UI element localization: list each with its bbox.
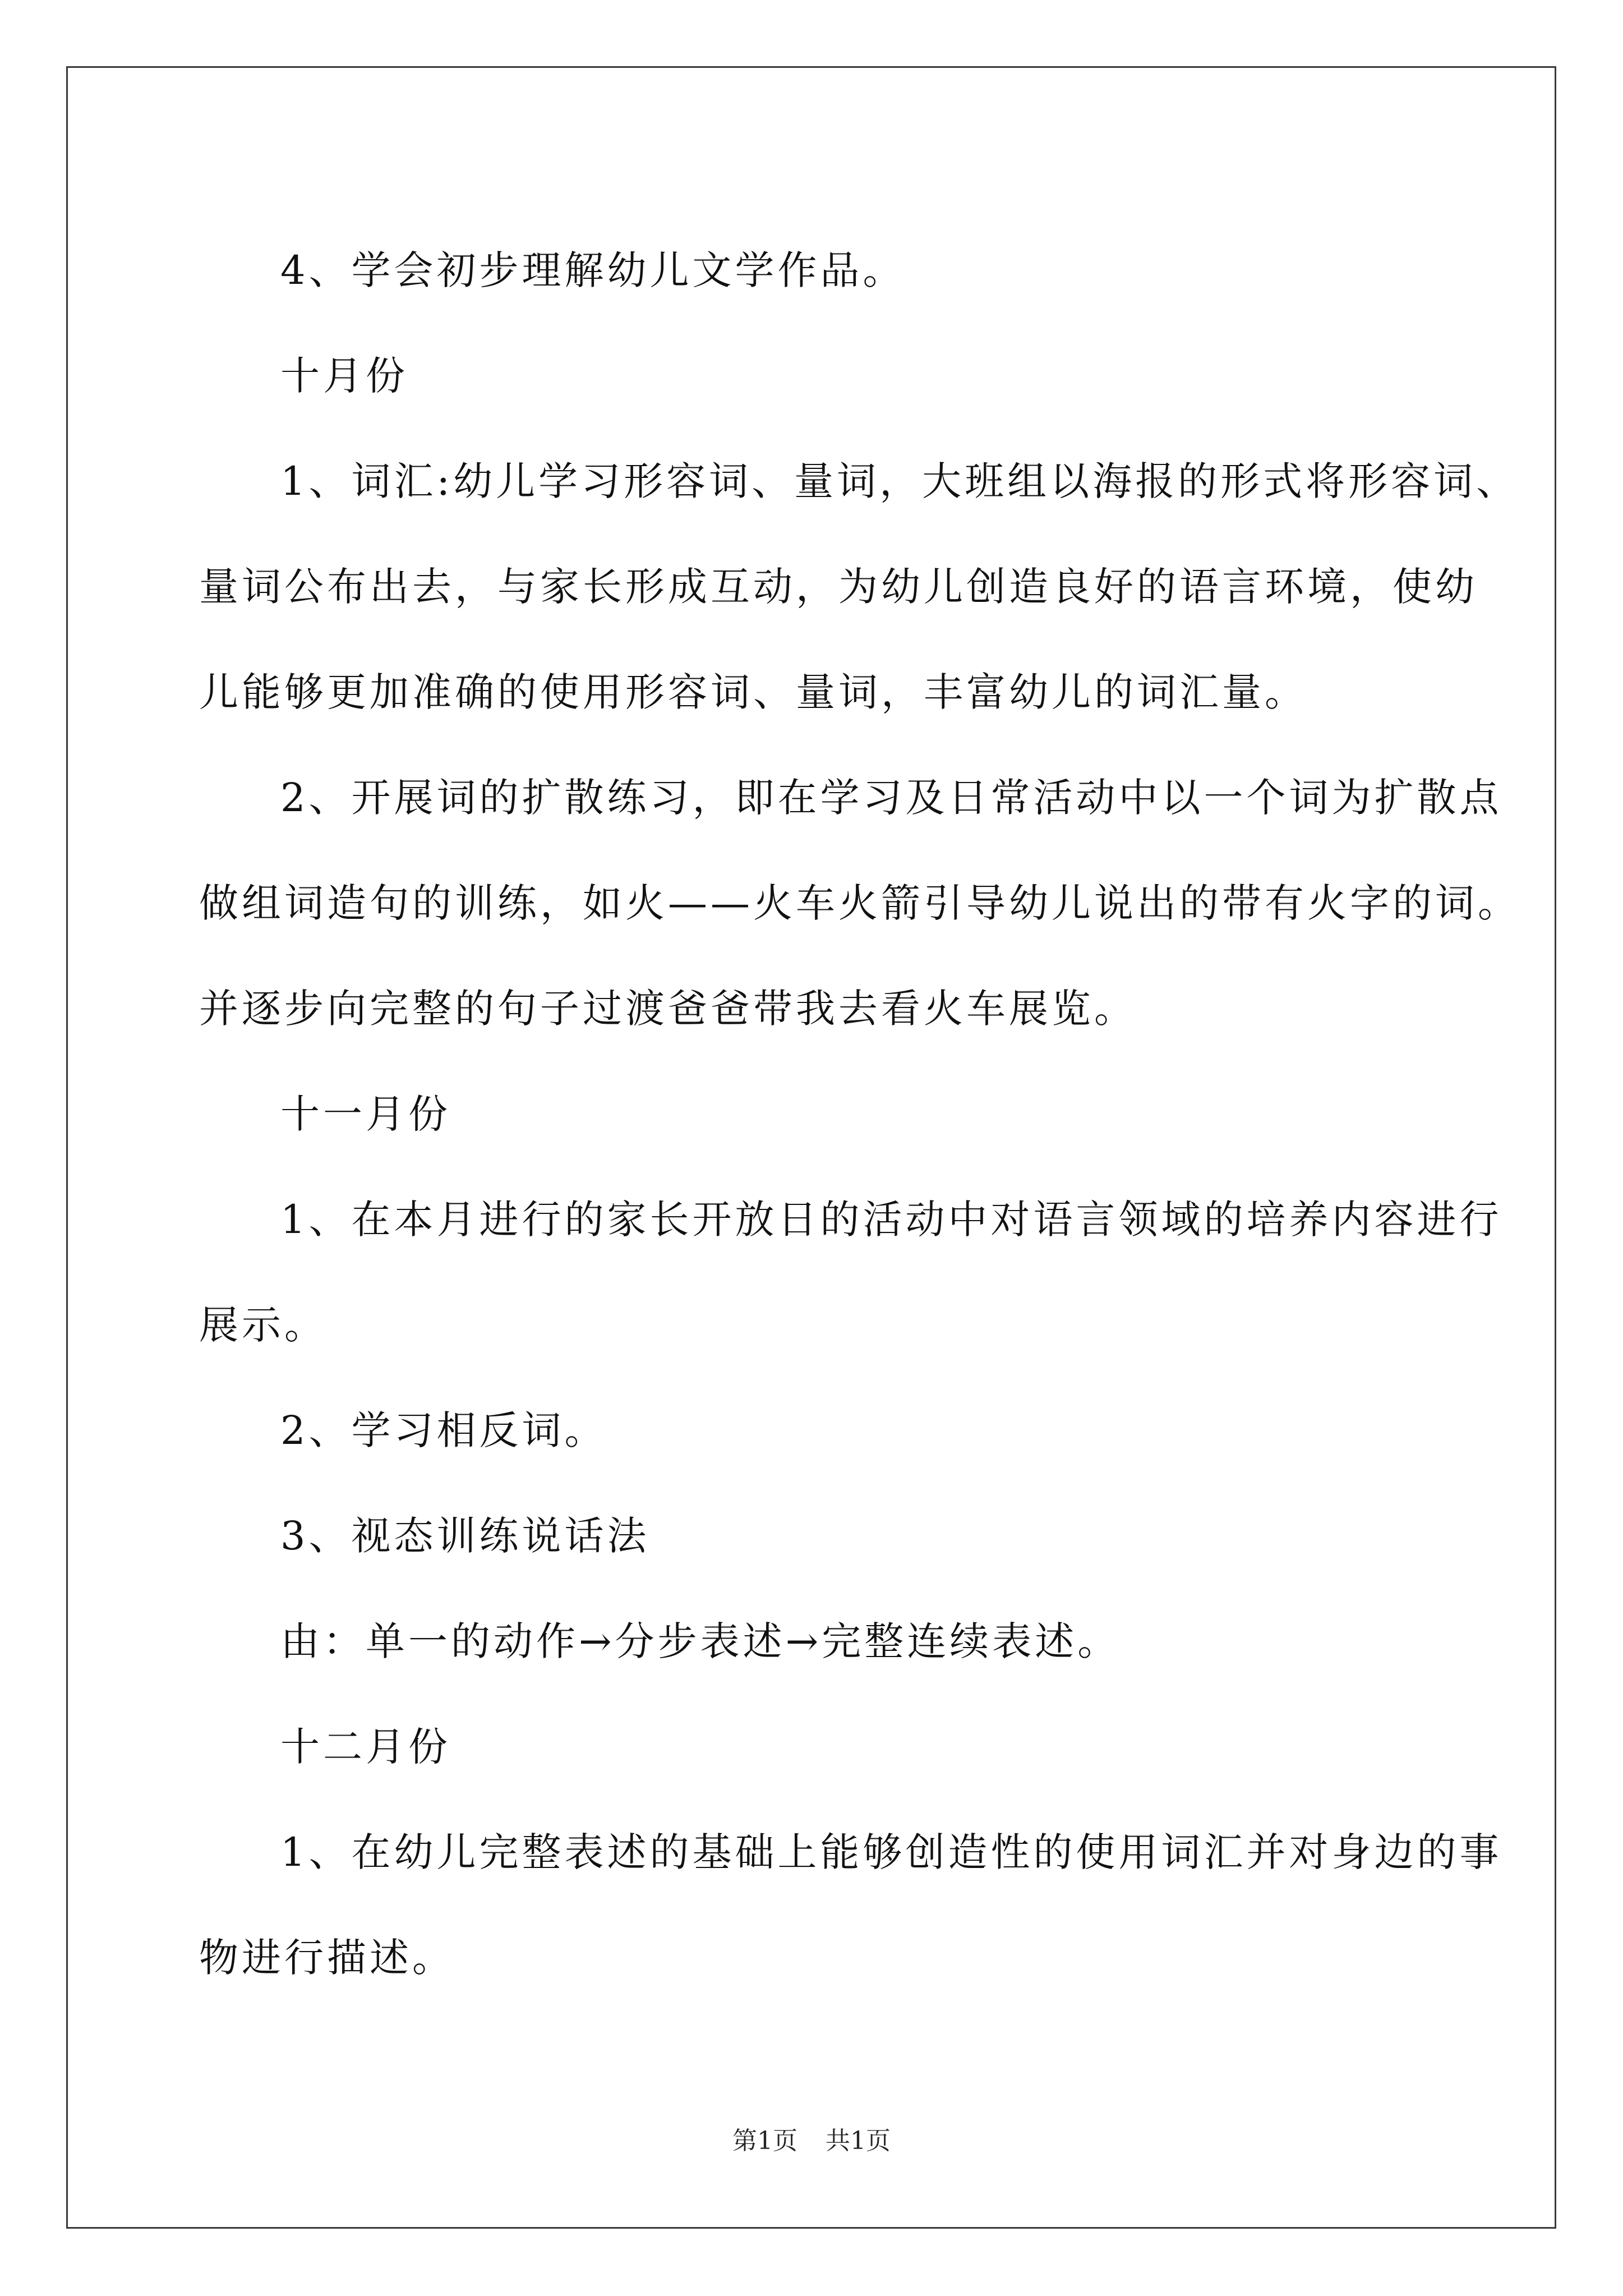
text-line: 1、在本月进行的家长开放日的活动中对语言领域的培养内容进行 xyxy=(280,1197,1502,1243)
paragraph-11 xyxy=(199,1800,1502,2010)
paragraph-9 xyxy=(199,1589,1455,1694)
text-line: 儿能够更加准确的使用形容词、量词，丰富幼儿的词汇量。 xyxy=(199,669,1307,715)
text-line: 做组词造句的训练，如火——火车火箭引导幼儿说出的带有火字的词。 xyxy=(199,880,1520,926)
text-line: 并逐步向完整的句子过渡爸爸带我去看火车展览。 xyxy=(199,986,1137,1032)
text-line: 4、学会初步理解幼儿文学作品。 xyxy=(280,247,906,293)
paragraph-4 xyxy=(199,745,1520,1061)
section-heading: 十月份 xyxy=(280,353,408,399)
text-line: 1、词汇:幼儿学习形容词、量词，大班组以海报的形式将形容词、 xyxy=(280,458,1519,504)
paragraph-5-heading-november xyxy=(199,1061,1455,1167)
text-line: 由：单一的动作→分步表述→完整连续表述。 xyxy=(280,1618,1121,1664)
text-line: 2、开展词的扩散练习，即在学习及日常活动中以一个词为扩散点 xyxy=(280,775,1502,821)
paragraph-1 xyxy=(199,218,1455,323)
paragraph-3 xyxy=(199,429,1519,745)
page-number: 第1页 xyxy=(732,2127,797,2155)
document-body xyxy=(199,218,1520,2010)
text-line: 展示。 xyxy=(199,1302,327,1348)
text-line: 1、在幼儿完整表述的基础上能够创造性的使用词汇并对身边的事 xyxy=(280,1829,1502,1875)
paragraph-10-heading-december xyxy=(199,1694,1455,1800)
paragraph-8 xyxy=(199,1483,1455,1589)
text-line: 物进行描述。 xyxy=(199,1935,455,1981)
page-footer xyxy=(0,2120,1623,2156)
paragraph-2-heading-october xyxy=(199,323,1455,429)
text-line: 量词公布出去，与家长形成互动，为幼儿创造良好的语言环境，使幼 xyxy=(199,564,1478,610)
page-total: 共1页 xyxy=(826,2127,891,2155)
paragraph-7 xyxy=(199,1378,1455,1483)
text-line: 2、学习相反词。 xyxy=(280,1407,607,1453)
paragraph-6 xyxy=(199,1167,1502,1378)
section-heading: 十一月份 xyxy=(280,1091,451,1137)
section-heading: 十二月份 xyxy=(280,1724,451,1770)
text-line: 3、视态训练说话法 xyxy=(280,1513,650,1559)
